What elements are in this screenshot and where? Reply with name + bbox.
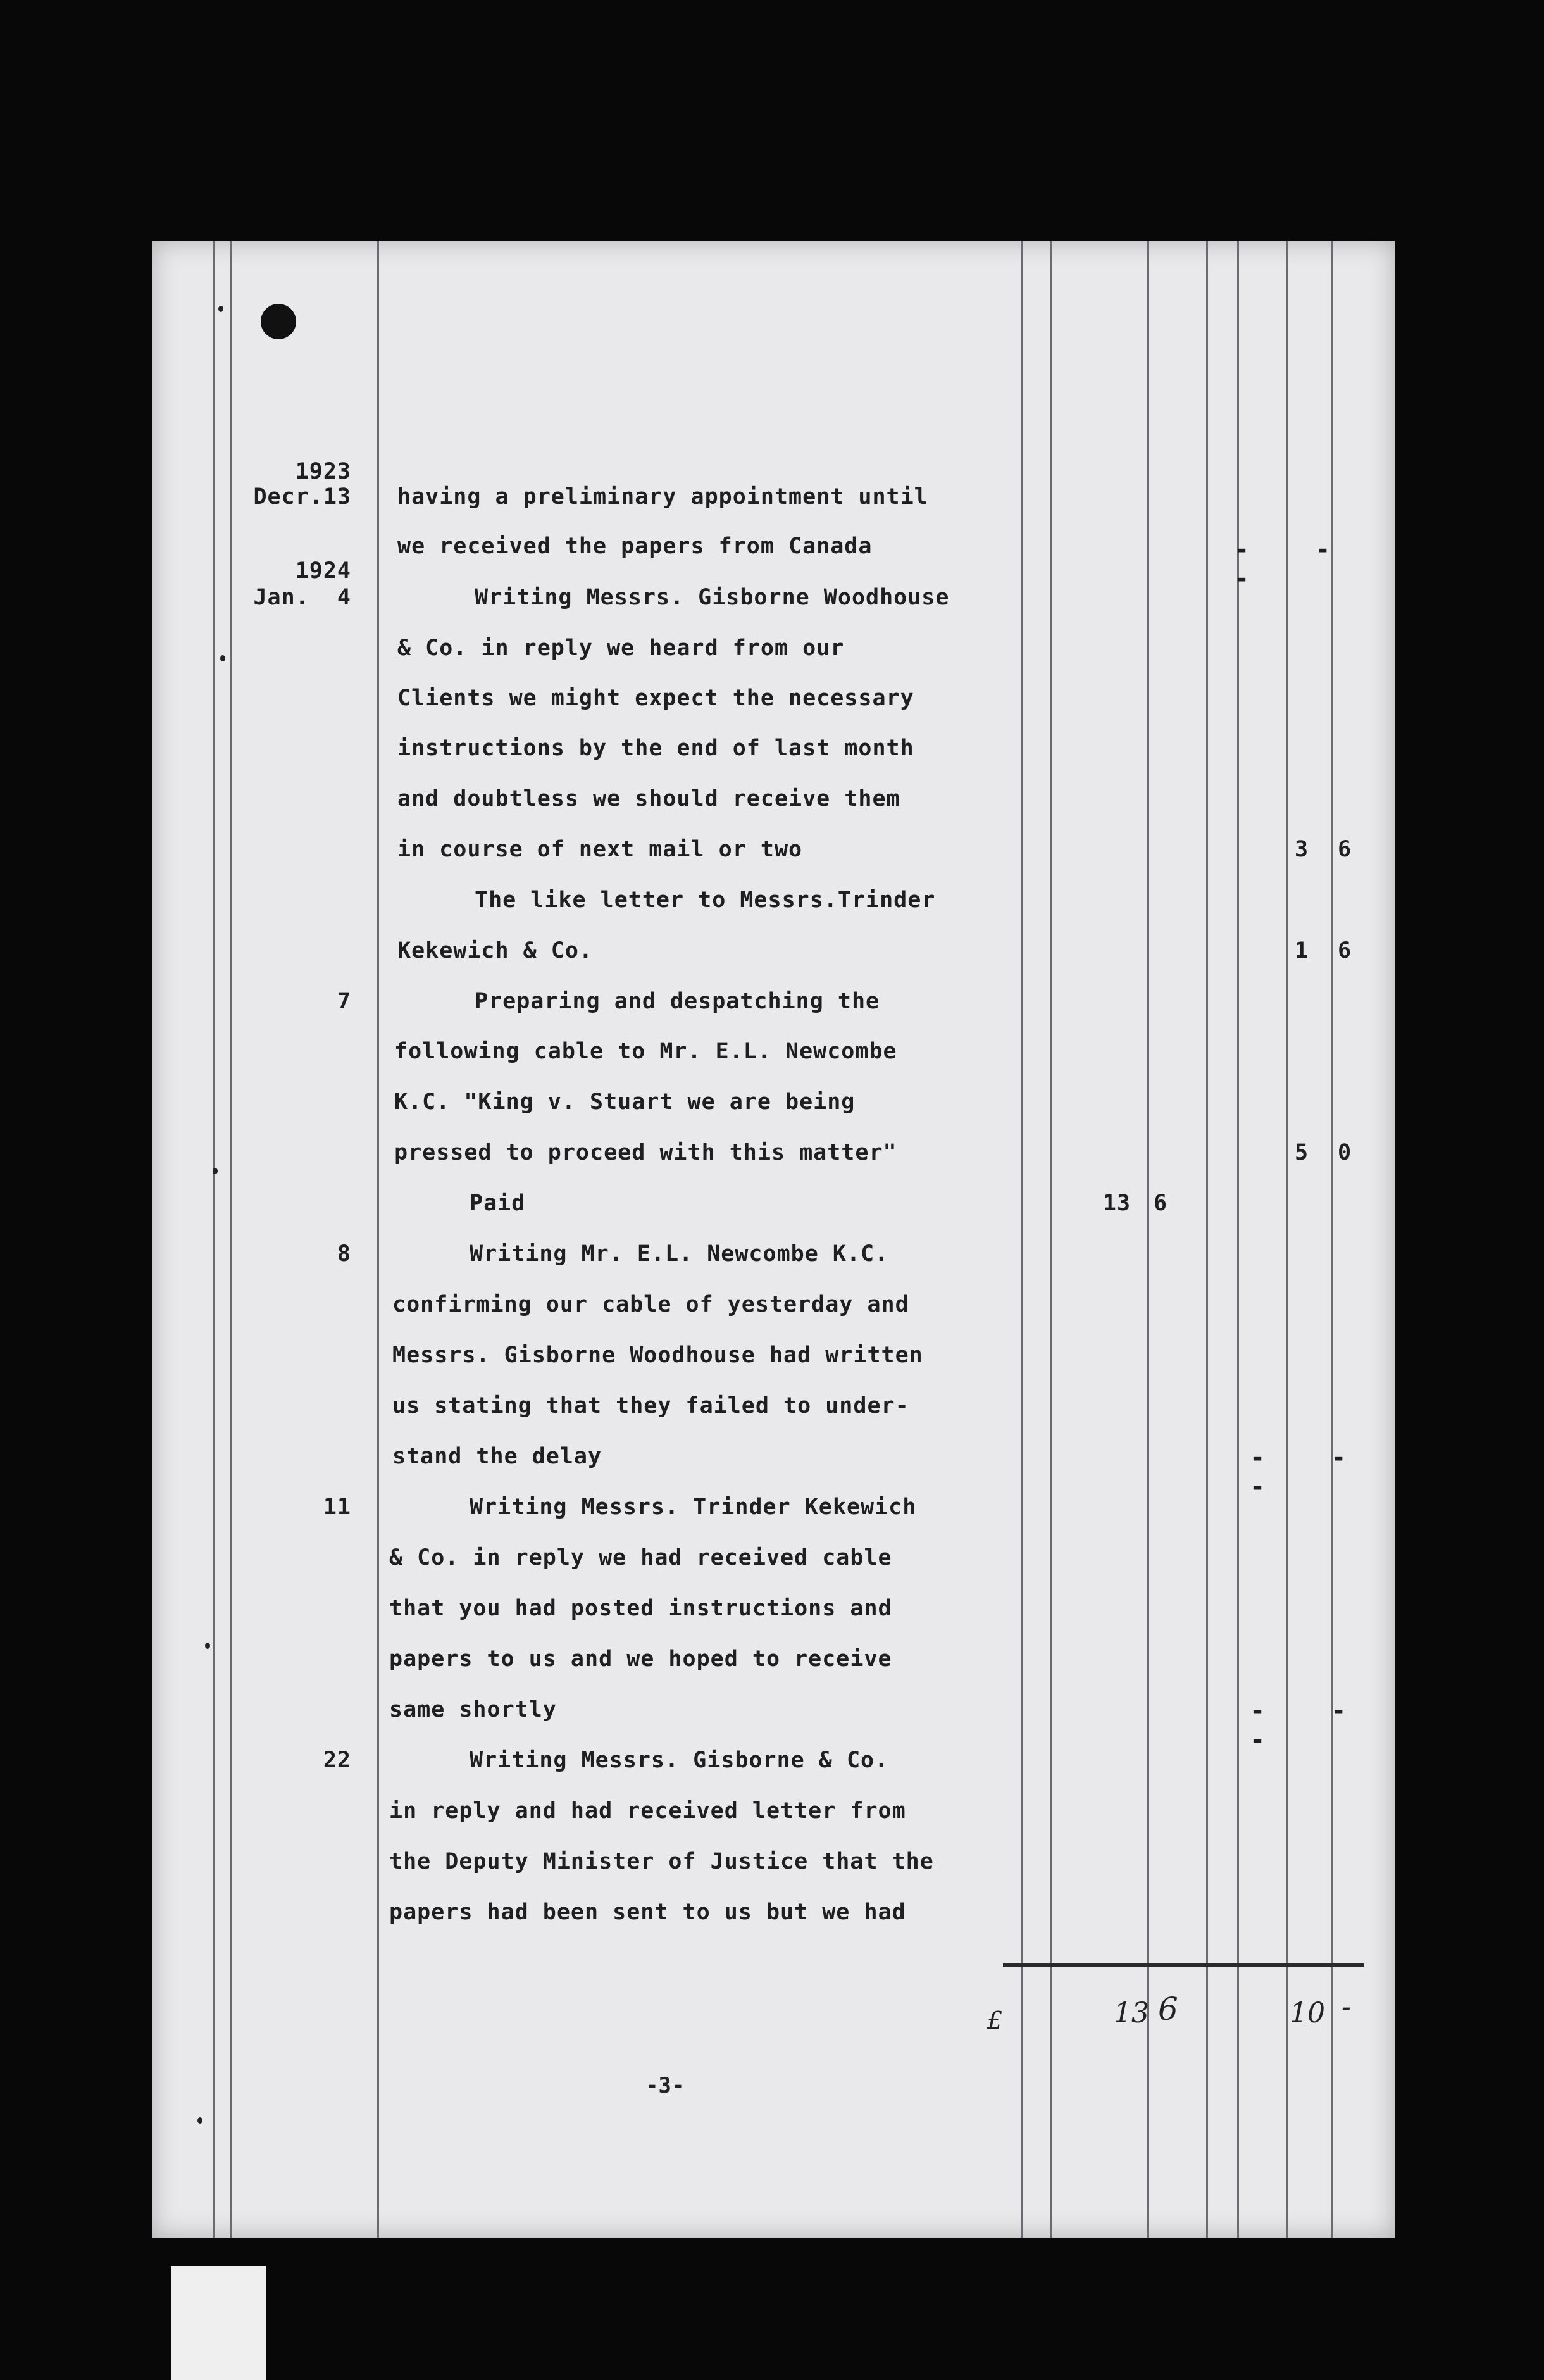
entry-line: papers to us and we hoped to receive xyxy=(389,1646,892,1672)
amount-pence: 6 xyxy=(1337,837,1352,862)
entry-line: pressed to proceed with this matter" xyxy=(394,1140,897,1165)
column-line xyxy=(1050,241,1052,2238)
speck xyxy=(213,1168,218,1174)
nil-amount-dashes: - - - xyxy=(1250,1443,1372,1501)
entry-line: that you had posted instructions and xyxy=(389,1596,892,1621)
entry-line: Writing Messrs. Gisborne & Co. xyxy=(470,1748,889,1773)
speck xyxy=(220,655,225,661)
entry-line: Messrs. Gisborne Woodhouse had written xyxy=(392,1343,923,1368)
entry-line: Writing Messrs. Gisborne Woodhouse xyxy=(475,585,950,610)
entry-line: same shortly xyxy=(389,1697,557,1722)
total-amount-pence: - xyxy=(1342,1991,1351,2023)
entry-date: Jan. 4 xyxy=(253,585,351,610)
column-line xyxy=(1147,241,1149,2238)
entry-line: stand the delay xyxy=(392,1444,602,1469)
column-line xyxy=(1021,241,1023,2238)
entry-date: 11 xyxy=(323,1494,351,1520)
entry-line: Kekewich & Co. xyxy=(397,938,594,963)
currency-symbol: £ xyxy=(987,2007,1003,2034)
speck xyxy=(197,2117,202,2124)
entry-date: 7 xyxy=(337,989,351,1014)
margin-line xyxy=(213,241,215,2238)
entry-line: and doubtless we should receive them xyxy=(397,786,900,811)
amount-shillings: 1 xyxy=(1294,938,1309,963)
entry-line: the Deputy Minister of Justice that the xyxy=(389,1849,934,1874)
entry-line: us stating that they failed to under- xyxy=(392,1393,909,1419)
punch-hole xyxy=(261,304,296,339)
entry-line: having a preliminary appointment until xyxy=(397,484,928,510)
entry-line: following cable to Mr. E.L. Newcombe xyxy=(394,1039,897,1064)
entry-line: Clients we might expect the necessary xyxy=(397,686,914,711)
entry-line: in course of next mail or two xyxy=(397,837,803,862)
entry-line: Preparing and despatching the xyxy=(475,989,880,1014)
entry-line: & Co. in reply we heard from our xyxy=(397,636,845,661)
nil-amount-dashes: - - - xyxy=(1234,535,1356,593)
entry-line: papers had been sent to us but we had xyxy=(389,1900,906,1925)
entry-line: & Co. in reply we had received cable xyxy=(389,1545,892,1570)
entry-line: Paid xyxy=(470,1191,526,1216)
total-disbursement-shillings: 13 xyxy=(1114,1997,1149,2029)
entry-date: 1924 xyxy=(295,558,351,584)
entry-line: instructions by the end of last month xyxy=(397,736,914,761)
speck xyxy=(205,1643,210,1649)
entry-line: in reply and had received letter from xyxy=(389,1798,906,1824)
nil-amount-dashes: - - - xyxy=(1250,1696,1372,1755)
ledger-page xyxy=(152,241,1395,2238)
entry-date: 22 xyxy=(323,1748,351,1773)
speck xyxy=(218,306,223,312)
entry-line: Writing Mr. E.L. Newcombe K.C. xyxy=(470,1241,889,1267)
entry-line: confirming our cable of yesterday and xyxy=(392,1292,909,1317)
amount-pence: 0 xyxy=(1337,1140,1352,1165)
disbursement-pence: 6 xyxy=(1153,1191,1168,1216)
entry-line: K.C. "King v. Stuart we are being xyxy=(394,1089,856,1115)
disbursement-shillings: 13 xyxy=(1102,1191,1131,1216)
amount-shillings: 3 xyxy=(1294,837,1309,862)
total-rule xyxy=(1003,1964,1364,1967)
total-disbursement-pence: 6 xyxy=(1158,1991,1178,2027)
page-number: -3- xyxy=(645,2073,685,2098)
scan-tab xyxy=(171,2266,266,2380)
margin-line xyxy=(230,241,232,2238)
column-line xyxy=(1206,241,1208,2238)
date-column-line xyxy=(377,241,379,2238)
entry-date: 1923 xyxy=(295,459,351,484)
entry-date: Decr.13 xyxy=(253,484,351,510)
amount-pence: 6 xyxy=(1337,938,1352,963)
amount-shillings: 5 xyxy=(1294,1140,1309,1165)
entry-line: we received the papers from Canada xyxy=(397,534,873,559)
total-amount-shillings: 10 xyxy=(1290,1997,1325,2029)
entry-line: The like letter to Messrs.Trinder xyxy=(475,887,936,913)
entry-line: Writing Messrs. Trinder Kekewich xyxy=(470,1494,917,1520)
entry-date: 8 xyxy=(337,1241,351,1267)
